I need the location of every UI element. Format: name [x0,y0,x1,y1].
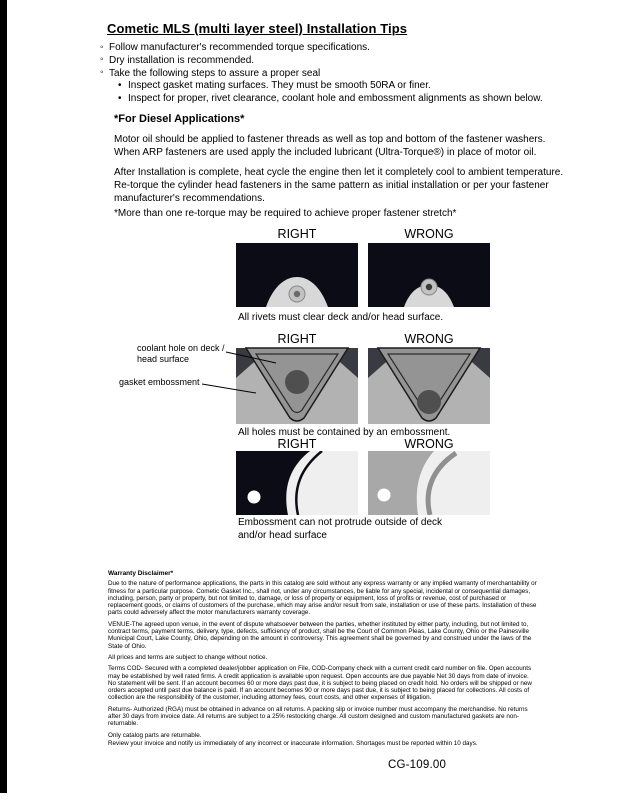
retorque-note: *More than one re-torque may be required to achieve proper fastener stretch* [114,208,457,219]
disclaimer-paragraph: Due to the nature of performance applications, the parts in this catalog are sold without any express warranty or any implied warranty of merchantability or fitness for a particular purpose. Cometic Gasket Inc., shall not, under any circumstances, be liable for any special, incidental or consequential damages, including, person, party or property, but not limited to, damage, or loss of property or equipment, loss of profits or revenue, cost of purchased or replacement goods, or claims of customers of the purchase, which may arise and/or result from sale, installation or use of these parts. Installation of these parts could adversely affect the motor manufacturers warranty coverage. [108,580,537,617]
tip-text: Follow manufacturer's recommended torque specifications. [109,42,370,53]
disclaimer-paragraph: Returns- Authorized (RGA) must be obtained in advance on all returns. A packing slip or invoice number must accompany the merchandise. No returns after 30 days from invoice date. All returns are subject to a 25% restocking charge. All custom designed and custom manufactured gaskets are non-returnable. [108,705,528,728]
gasket-embossment-callout-label: gasket embossment [119,377,200,387]
tip-text: Inspect for proper, rivet clearance, coolant hole and embossment alignments as shown below. [128,93,543,105]
embossment-right-photo [236,451,358,515]
embossment-wrong-photo [368,451,490,515]
right-label-row1: RIGHT [277,227,317,241]
disclaimer-paragraph: Terms COD- Secured with a completed dealer/jobber application on File, COD-Company check with a current credit card number on file. Open accounts may be established by well rated firms. A credit application is available upon request. Open accounts are due payable Net 30 days from date of invoice. No statement will be sent. If an account becomes 60 or more days past due, it is subject to being placed on credit hold. No orders will be shipped or new orders accepted until past due balance is paid. If an account becomes 90 or more days past due, it is subject to being placed for collections. All costs of collection are the responsibility of the customer, including attorney fees, court costs, and other expenses of litigation. [108,665,532,702]
tip-sub-item [118,93,570,106]
coolant-hole-right-image [236,347,358,425]
tip-item [100,55,570,68]
left-bleed-bar [0,0,7,793]
wrong-label-row1: WRONG [404,227,454,241]
right-label-row3: RIGHT [277,437,317,451]
diesel-paragraph-1: Motor oil should be applied to fastener threads as well as top and bottom of the fastener washers. When ARP fasteners are used apply the included lubricant (Ultra-Torque®) in place of motor oil. [114,134,546,158]
tip-item [100,42,570,55]
disclaimer-paragraph: Only catalog parts are returnable. [108,731,202,739]
disclaimer-paragraph: Review your invoice and notify us immediately of any incorrect or inaccurate information. Shortages must be reported within 10 days. [108,739,478,747]
disclaimer-heading: Warranty Disclaimer* [108,570,174,577]
embossment-wrong-image [368,451,490,515]
right-label-row2: RIGHT [277,332,317,346]
rivet-clearance-right-image [236,242,358,308]
tip-text: Dry installation is recommended. [109,54,255,66]
coolant-hole-wrong-photo [368,347,490,425]
rivet-caption: All rivets must clear deck and/or head surface. [238,312,444,323]
tip-text: Take the following steps to assure a proper seal [109,67,321,79]
tip-item [100,68,570,81]
coolant-hole-right-photo [236,347,358,425]
tips-list [100,42,570,106]
disclaimer-paragraph: All prices and terms are subject to change without notice. [108,653,268,661]
diesel-paragraph-2: After Installation is complete, heat cycle the engine then let it completely cool to ambient temperature. Re-torque the cylinder head fasteners in the same pattern as initial installation or per your fastener manufacturer's recommendations. [114,167,564,204]
embossment-right-image [236,451,358,515]
rivet-clearance-right-photo [236,242,358,308]
tip-sub-item [118,80,570,93]
disclaimer-paragraph: VENUE-The agreed upon venue, in the event of dispute whatsoever between the parties, whether instituted by either party, including, but not limited to, contract terms, payment terms, delivery, type, defects, sufficiency of product, shall be the Court of Common Pleas, Lake County, Ohio or the Painesville Municipal Court, Lake County, Ohio, depending on the amount in controversy. This agreement shall be governed by and construed under the laws of the State of Ohio. [108,620,532,650]
warranty-disclaimer [108,570,538,751]
coolant-hole-wrong-image [368,347,490,425]
page-code: CG-109.00 [388,759,447,771]
diesel-applications-heading: *For Diesel Applications* [114,113,245,125]
tip-text: Inspect gasket mating surfaces. They must be smooth 50RA or finer. [128,80,431,92]
rivet-clearance-wrong-photo [368,242,490,308]
holes-caption: All holes must be contained by an embossment. [238,427,451,438]
coolant-hole-callout-label: coolant hole on deck / head surface [137,343,225,364]
embossment-caption: Embossment can not protrude outside of deck and/or head surface [238,517,443,541]
wrong-label-row2: WRONG [404,332,454,346]
rivet-clearance-wrong-image [368,242,490,308]
page-title: Cometic MLS (multi layer steel) Installation Tips [107,21,408,36]
wrong-label-row3: WRONG [404,437,454,451]
